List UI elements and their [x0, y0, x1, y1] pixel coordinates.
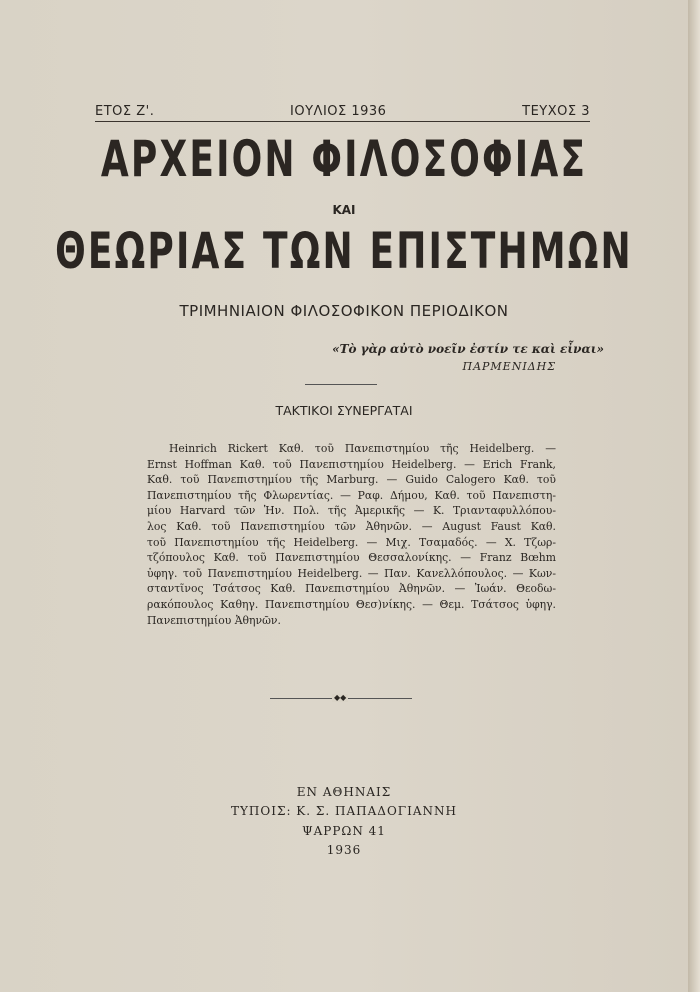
contributors-line: Πανεπιστημίου τῆς Φλωρεντίας. — Ραφ. Δήμου, Καθ. τοῦ Πανεπιστη- — [147, 488, 556, 502]
title-conjunction: ΚΑΙ — [332, 203, 356, 217]
epigraph-author: ΠΑΡΜΕΝΙΔΗΣ — [462, 360, 556, 373]
imprint-address: ΨΑΡΡΩΝ 41 — [302, 824, 386, 838]
contributors-list — [147, 441, 556, 628]
contributors-line: Καθ. τοῦ Πανεπιστημίου τῆς Marburg. — Guido Calogero Καθ. τοῦ — [147, 473, 556, 487]
imprint-printer: ΤΥΠΟΙΣ: Κ. Σ. ΠΑΠΑΔΟΓΙΑΝΝΗ — [231, 804, 457, 818]
year-label: ΕΤΟΣ Ζ'. — [95, 104, 155, 119]
date-label: ΙΟΥΛΙΟΣ 1936 — [290, 104, 387, 119]
imprint-place: ΕΝ ΑΘΗΝΑΙΣ — [296, 785, 392, 799]
header-rule — [95, 121, 590, 122]
contributors-line: Ernst Hoffman Καθ. τοῦ Πανεπιστημίου Heidelberg. — Erich Frank, — [147, 457, 556, 471]
paper-edge — [688, 0, 700, 992]
divider — [305, 384, 377, 385]
issue-label: ΤΕΥΧΟΣ 3 — [522, 104, 590, 119]
ornamental-divider — [270, 693, 412, 702]
ornament-icon: ◆◆ — [334, 693, 347, 702]
contributors-line: σταντῖνος Τσάτσος Καθ. Πανεπιστημίου Ἀθηνῶν. — Ἰωάν. Θεοδω- — [147, 582, 556, 596]
issue-header — [95, 104, 590, 119]
title-line-1: ΑΡΧΕΙΟΝ ΦΙΛΟΣΟΦΙΑΣ — [100, 130, 588, 188]
subtitle: ΤΡΙΜΗΝΙΑΙΟΝ ΦΙΛΟΣΟΦΙΚΟΝ ΠΕΡΙΟΔΙΚΟΝ — [179, 302, 509, 320]
contributors-line: Heinrich Rickert Καθ. τοῦ Πανεπιστημίου τῆς Heidelberg. — — [169, 442, 556, 455]
contributors-line: τοῦ Πανεπιστημίου τῆς Heidelberg. — Μιχ. Τσαμαδός. — Χ. Τζωρ- — [147, 535, 556, 549]
contributors-line: τζόπουλος Καθ. τοῦ Πανεπιστημίου Θεσσαλονίκης. — Franz Bœhm — [147, 551, 556, 565]
epigraph-quote: «Τὸ γὰρ αὐτὸ νοεῖν ἐστίν τε καὶ εἶναι» — [332, 342, 604, 356]
imprint-year: 1936 — [326, 843, 362, 857]
contributors-line: μίου Harvard τῶν Ἡν. Πολ. τῆς Ἀμερικῆς — Κ. Τριανταφυλλόπου- — [147, 504, 556, 518]
contributors-line: Πανεπιστημίου Ἀθηνῶν. — [147, 613, 281, 627]
contributors-line: ὑφηγ. τοῦ Πανεπιστημίου Heidelberg. — Παν. Κανελλόπουλος. — Κων- — [147, 566, 556, 580]
section-title: ΤΑΚΤΙΚΟΙ ΣΥΝΕΡΓΑΤΑΙ — [275, 403, 413, 418]
contributors-line: λος Καθ. τοῦ Πανεπιστημίου τῶν Ἀθηνῶν. — August Faust Καθ. — [147, 519, 556, 533]
title-line-2: ΘΕΩΡΙΑΣ ΤΩΝ ΕΠΙΣΤΗΜΩΝ — [55, 222, 633, 280]
contributors-line: ρακόπουλος Καθηγ. Πανεπιστημίου Θεσ)νίκης. — Θεμ. Τσάτσος ὑφηγ. — [147, 597, 556, 611]
